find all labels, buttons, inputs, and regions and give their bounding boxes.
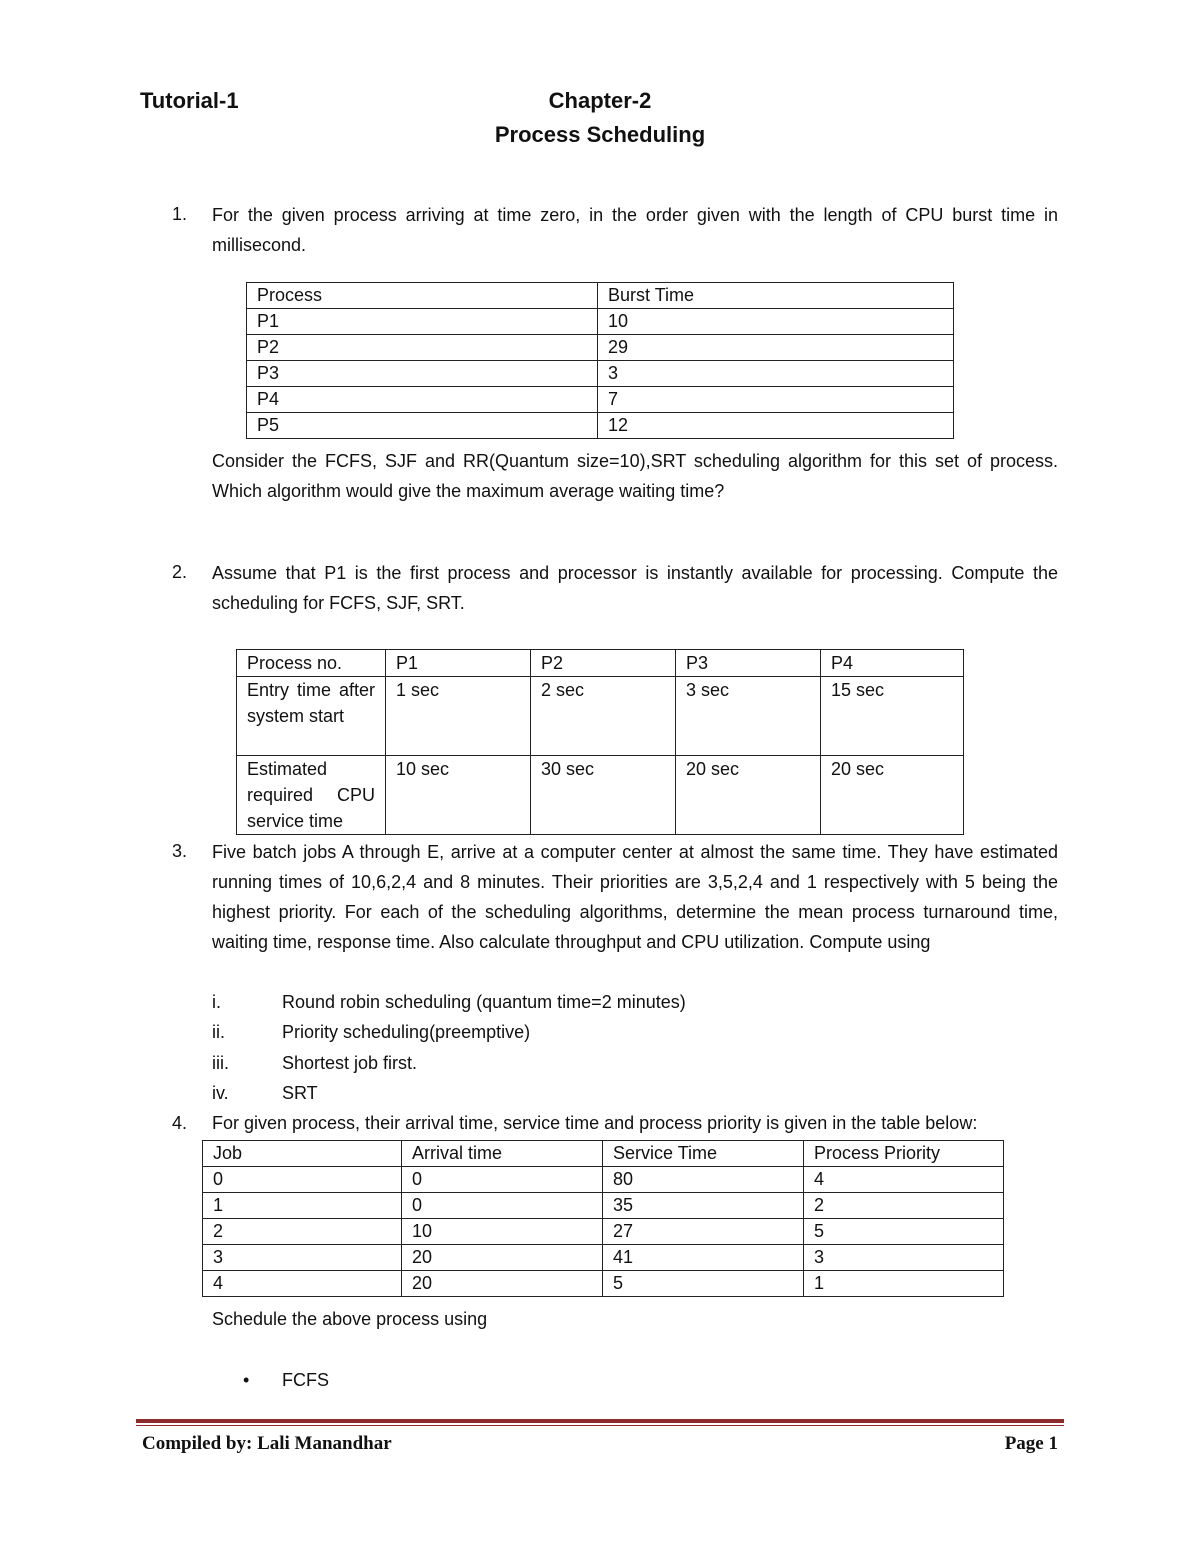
q3-item-marker: i. [212,992,221,1012]
table-cell: P3 [247,361,598,387]
table-cell: P5 [247,413,598,439]
table-cell: 27 [603,1219,804,1245]
table-cell: 0 [402,1193,603,1219]
q1-number: 1. [172,204,188,224]
table-cell: P2 [247,335,598,361]
bullet-item: FCFS [282,1370,329,1390]
q2-number: 2. [172,562,188,582]
table-cell: 20 [402,1245,603,1271]
table-header-cell: Process Priority [804,1141,1004,1167]
table-row [247,309,954,335]
table-header-cell: Job [203,1141,402,1167]
table-header-cell: Process [247,283,598,309]
table-cell: 3 [804,1245,1004,1271]
table-header-row [237,650,964,677]
table-cell: 35 [603,1193,804,1219]
page-subtitle: Process Scheduling [494,122,706,147]
table-header-cell: Process no. [237,650,386,677]
q4-text: For given process, their arrival time, service time and process priority is given in the table below: [212,1113,978,1133]
table-cell: Entry time after system start [237,677,386,756]
table-cell: 0 [203,1167,402,1193]
q1-table [246,282,954,439]
q4-number: 4. [172,1113,188,1133]
table-header-cell: P4 [821,650,964,677]
table-row [203,1245,1004,1271]
table-header-cell: Arrival time [402,1141,603,1167]
footer-author: Compiled by: Lali Manandhar [142,1433,392,1454]
q3-item-marker: ii. [212,1022,225,1042]
table-cell: 7 [598,387,954,413]
q3-item-label: SRT [282,1083,318,1103]
table-cell: 15 sec [821,677,964,756]
table-cell: 0 [402,1167,603,1193]
table-cell: P1 [247,309,598,335]
table-cell: P4 [247,387,598,413]
q3-number: 3. [172,841,188,861]
table-cell: 3 [203,1245,402,1271]
table-cell: 5 [603,1271,804,1297]
table-cell: 2 [203,1219,402,1245]
tutorial-label: Tutorial-1 [140,88,239,113]
table-cell: 10 [598,309,954,335]
table-cell: 3 [598,361,954,387]
q3-text: Five batch jobs A through E, arrive at a computer center at almost the same time. They have estimated running times of 10,6,2,4 and 8 minutes. Their priorities are 3,5,2,4 and 1 respectively with 5 being the highest priority. For each of the scheduling algorithms, determine the mean process turnaround time, waiting time, response time. Also calculate throughput and CPU utilization. Compute using [212,842,1058,952]
q3-item-marker: iii. [212,1053,229,1073]
q4-table [202,1140,1004,1297]
q3-item-label: Shortest job first. [282,1053,418,1073]
table-row [247,335,954,361]
table-cell: 41 [603,1245,804,1271]
table-row [237,756,964,835]
table-row [203,1193,1004,1219]
chapter-title: Chapter-2 [548,88,652,113]
table-cell: 1 sec [386,677,531,756]
footer-page-number: Page 1 [1004,1433,1058,1454]
table-row [203,1167,1004,1193]
table-header-row [247,283,954,309]
table-cell: 29 [598,335,954,361]
table-cell: 4 [804,1167,1004,1193]
table-header-cell: P2 [531,650,676,677]
table-cell: 12 [598,413,954,439]
q2-text: Assume that P1 is the first process and processor is instantly available for processing. Compute the scheduling for FCFS, SJF, SRT. [212,563,1058,613]
table-header-cell: P3 [676,650,821,677]
table-header-row [203,1141,1004,1167]
table-cell: 1 [203,1193,402,1219]
table-cell: 2 sec [531,677,676,756]
q3-item-marker: iv. [212,1083,229,1103]
table-cell: 2 [804,1193,1004,1219]
table-cell: 5 [804,1219,1004,1245]
table-header-cell: P1 [386,650,531,677]
table-cell: 80 [603,1167,804,1193]
table-row [237,677,964,756]
table-cell: 30 sec [531,756,676,835]
footer-rule [136,1419,1064,1423]
table-cell: 20 [402,1271,603,1297]
table-cell: 4 [203,1271,402,1297]
footer-rule-thin [136,1425,1064,1426]
table-cell: 3 sec [676,677,821,756]
q3-item-label: Round robin scheduling (quantum time=2 minutes) [282,992,686,1012]
table-cell: Estimated required CPU service time [237,756,386,835]
table-row [247,361,954,387]
table-cell: 10 [402,1219,603,1245]
q1-question: Consider the FCFS, SJF and RR(Quantum size=10),SRT scheduling algorithm for this set of process. Which algorithm would give the maximum average waiting time? [212,451,1058,501]
table-row [247,413,954,439]
table-row [247,387,954,413]
q2-table [236,649,964,835]
table-cell: 20 sec [821,756,964,835]
table-cell: 20 sec [676,756,821,835]
q4-instruction: Schedule the above process using [212,1309,488,1329]
q3-item-label: Priority scheduling(preemptive) [282,1022,531,1042]
table-header-cell: Burst Time [598,283,954,309]
table-cell: 10 sec [386,756,531,835]
table-row [203,1219,1004,1245]
table-cell: 1 [804,1271,1004,1297]
table-header-cell: Service Time [603,1141,804,1167]
bullet-icon: • [243,1370,250,1390]
q1-text: For the given process arriving at time zero, in the order given with the length of CPU burst time in millisecond. [212,205,1058,255]
table-row [203,1271,1004,1297]
